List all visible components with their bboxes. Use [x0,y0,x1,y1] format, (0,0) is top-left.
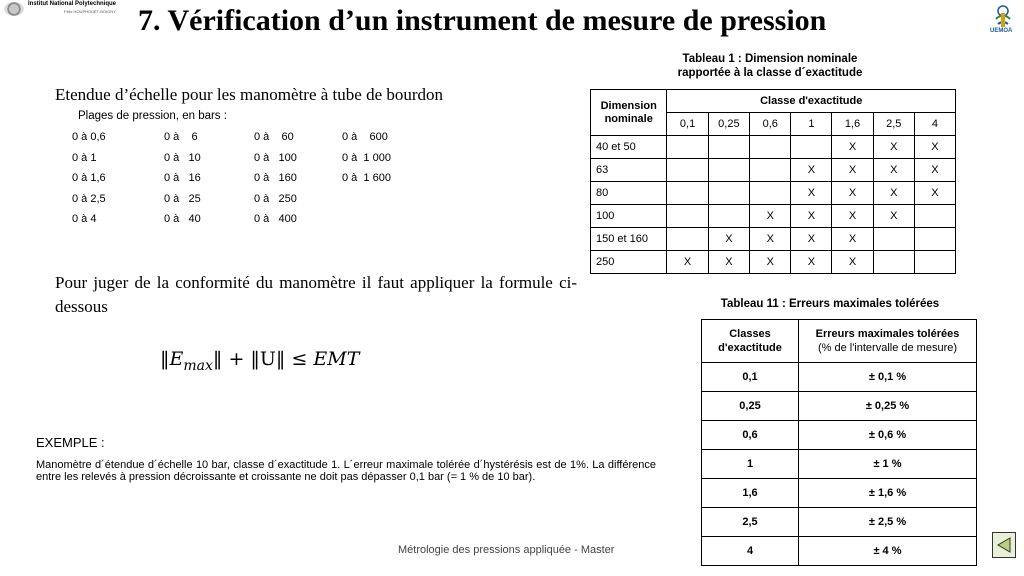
table-row [591,182,956,205]
class-mark-cell: X [791,182,832,205]
pressure-range-value: 0 à 0,6 [72,131,106,143]
class-mark-cell: X [832,136,873,159]
pressure-range-value: 0 à 1,6 [72,172,106,184]
pressure-range-value: 0 à 60 [254,131,294,143]
pressure-range-value: 0 à 6 [164,131,198,143]
class-mark-cell: X [832,182,873,205]
class-mark-cell [750,182,791,205]
slide-title: 7. Vérification d’un instrument de mesure de pression [138,4,827,37]
table1-caption-line1: Tableau 1 : Dimension nominale [682,53,858,65]
uemoa-logo [988,3,1018,37]
table-row [591,228,956,251]
class-mark-cell [708,182,749,205]
class-mark-cell: X [708,251,749,274]
table-row [591,205,956,228]
class-column-header: 0,6 [750,113,791,136]
class-column-header: 0,1 [667,113,708,136]
dimension-cell: 63 [591,159,667,182]
pressure-range-value: 0 à 4 [72,213,97,225]
slide-footer: Métrologie des pressions appliquée - Master [398,544,615,556]
table2-caption: Tableau 11 : Erreurs maximales tolérées [720,298,940,310]
class-mark-cell: X [791,251,832,274]
range-heading: Etendue d’échelle pour les manomètre à tube de bourdon [55,85,444,104]
dimension-cell: 150 et 160 [591,228,667,251]
formula-emt: EMT [313,348,360,370]
table-row [591,251,956,274]
table-row [702,537,977,566]
class-mark-cell: X [791,159,832,182]
class-mark-cell [708,205,749,228]
class-mark-cell: X [832,228,873,251]
class-mark-cell: X [832,251,873,274]
table-row [702,392,977,421]
class-mark-cell: X [708,228,749,251]
accuracy-class-cell: 4 [702,537,799,566]
table-row [591,159,956,182]
max-error-cell: ± 4 % [799,537,977,566]
accuracy-class-cell: 0,1 [702,363,799,392]
class-mark-cell [914,228,955,251]
class-mark-cell [708,159,749,182]
pressure-range-value: 0 à 400 [254,213,297,225]
class-mark-cell [914,205,955,228]
class-mark-cell: X [750,228,791,251]
pressure-ranges-grid [72,131,432,231]
class-mark-cell: X [873,159,914,182]
class-mark-cell [750,136,791,159]
max-error-cell: ± 0,25 % [799,392,977,421]
pressure-range-value: 0 à 160 [254,172,297,184]
class-mark-cell: X [914,182,955,205]
class-column-header: 1 [791,113,832,136]
class-mark-cell: X [914,136,955,159]
max-error-cell: ± 0,6 % [799,421,977,450]
dimension-cell: 40 et 50 [591,136,667,159]
pressure-range-value: 0 à 250 [254,192,297,205]
class-mark-cell [791,136,832,159]
institution-subname: Félix HOUPHOUËT-BOIGNY [64,9,116,14]
class-mark-cell: X [750,205,791,228]
dimension-cell: 250 [591,251,667,274]
previous-slide-icon [993,533,1015,557]
accuracy-class-cell: 2,5 [702,508,799,537]
accuracy-class-cell: 0,6 [702,421,799,450]
class-mark-cell: X [832,205,873,228]
class-mark-cell: X [750,251,791,274]
max-error-header-line1: Erreurs maximales tolérées [815,328,960,340]
formula-e: E [169,348,184,370]
institution-logo [4,2,140,16]
pressure-range-value: 0 à 10 [164,151,201,164]
class-mark-cell [873,251,914,274]
class-mark-cell [667,228,708,251]
class-mark-cell [914,251,955,274]
pressure-range-value: 0 à 1 600 [342,172,391,184]
pressure-range-value: 0 à 16 [164,172,201,184]
max-error-table [701,319,977,566]
max-error-cell: ± 0,1 % [799,363,977,392]
class-column-header: 2,5 [873,113,914,136]
conformity-text: Pour juger de la conformité du manomètre il faut appliquer la formule ci-dessous [55,273,577,316]
class-mark-cell: X [873,182,914,205]
table-row [702,421,977,450]
class-mark-cell: X [873,205,914,228]
accuracy-class-header: Classes d'exactitude [702,320,799,363]
formula-middle: ‖ + ‖U‖ ≤ [212,348,314,370]
class-mark-cell [667,182,708,205]
class-mark-cell: X [667,251,708,274]
nominal-size-table [590,89,956,274]
max-error-cell: ± 2,5 % [799,508,977,537]
emt-formula [160,348,359,374]
table-row [702,479,977,508]
table-row [702,363,977,392]
pressure-range-value: 0 à 1 [72,151,97,164]
pressure-range-value: 0 à 100 [254,151,297,164]
max-error-cell: ± 1,6 % [799,479,977,508]
class-column-header: 0,25 [708,113,749,136]
example-title: EXEMPLE : [36,435,105,450]
class-mark-cell: X [914,159,955,182]
class-mark-cell [708,136,749,159]
dimension-cell: 80 [591,182,667,205]
accuracy-class-cell: 0,25 [702,392,799,421]
table1-caption [660,52,880,80]
uemoa-logo-text: UEMOA [990,28,1013,34]
accuracy-class-cell: 1,6 [702,479,799,508]
class-mark-cell [873,228,914,251]
class-mark-cell [750,159,791,182]
table-row [702,450,977,479]
table-row [591,136,956,159]
class-mark-cell [667,205,708,228]
max-error-cell: ± 1 % [799,450,977,479]
pressure-ranges-label: Plages de pression, en bars : [78,110,227,122]
pressure-range-value: 0 à 25 [164,192,201,205]
class-mark-cell: X [791,228,832,251]
class-column-header: 4 [914,113,955,136]
dimension-header: Dimension nominale [591,90,667,136]
previous-slide-button[interactable] [992,532,1016,558]
class-mark-cell: X [791,205,832,228]
institution-name: Institut National Polytechnique [28,1,117,7]
example-text: Manomètre d´étendue d´échelle 10 bar, classe d´exactitude 1. L´erreur maximale tolérée d´hystérésis est de 1%. La différence entre les relevés à pression décroissante et croissante ne doit pas dépasser 0,1 bar (= 1 % de 10 bar). [36,459,656,483]
pressure-range-value: 0 à 600 [342,131,388,143]
institution-crest-icon [4,2,24,16]
pressure-range-value: 0 à 2,5 [72,192,106,205]
formula-subscript: max [183,357,213,374]
class-column-header: 1,6 [832,113,873,136]
accuracy-class-cell: 1 [702,450,799,479]
class-mark-cell [667,159,708,182]
class-mark-cell: X [832,159,873,182]
class-mark-cell [667,136,708,159]
pressure-range-value: 0 à 1 000 [342,151,391,164]
formula-norm-open: ‖ [160,348,170,370]
class-header: Classe d'exactitude [667,90,956,113]
table1-caption-line2: rapportée à la classe d´exactitude [677,67,863,79]
max-error-header [799,320,977,363]
table-row [702,508,977,537]
pressure-range-value: 0 à 40 [164,213,201,225]
dimension-cell: 100 [591,205,667,228]
class-mark-cell: X [873,136,914,159]
max-error-header-line2: (% de l'intervalle de mesure) [817,342,958,354]
